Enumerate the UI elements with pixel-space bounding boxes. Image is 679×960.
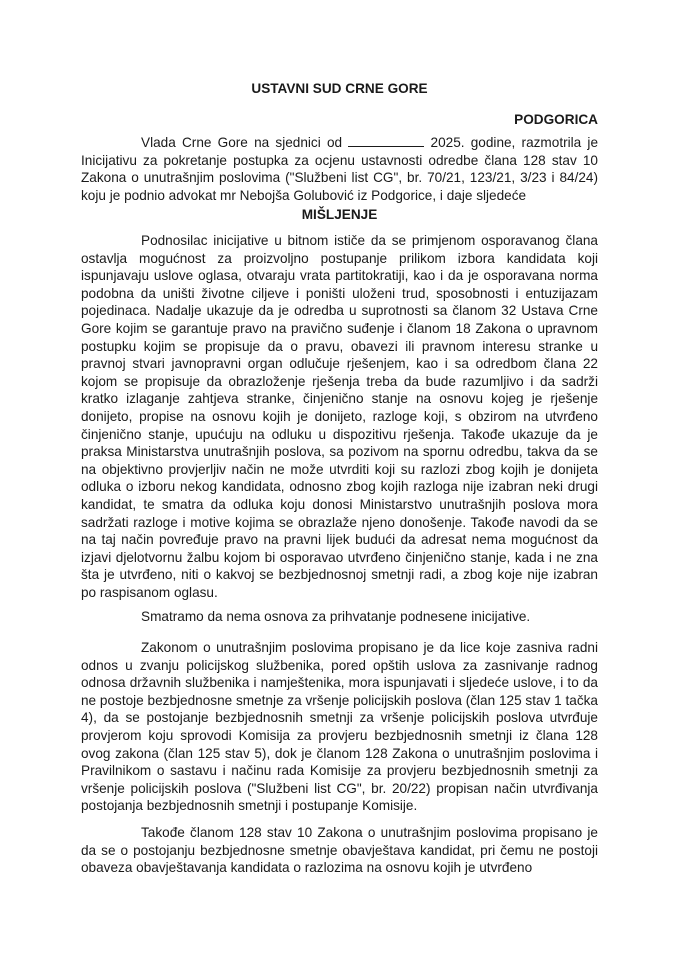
city-heading: PODGORICA bbox=[514, 112, 598, 127]
intro-part1: Vlada Crne Gore na sjednici od bbox=[141, 135, 343, 150]
court-heading: USTAVNI SUD CRNE GORE bbox=[251, 81, 428, 96]
intro-paragraph bbox=[81, 134, 598, 204]
date-blank bbox=[348, 134, 424, 147]
paragraph-law: Zakonom o unutrašnjim poslovima propisano je da lice koje zasniva radni odnos u zvanju policijskog službenika, pored opštih uslova za zasnivanje radnog odnosa državnih službenika i namještenika, mora ispunjavati i sljedeće uslove, i to da ne postoje bezbjednosne smetnje za vršenje policijskih poslova (član 125 stav 1 tačka 4), da se postojanje bezbjednosnih smetnji za vršenje policijskih poslova utvrđuje provjerom koju sprovodi Komisija za provjeru bezbjednosnih smetnji iz člana 128 ovog zakona (član 125 stav 5), dok je članom 128 Zakona o unutrašnjim poslovima i Pravilnikom o sastavu i načinu rada Komisije za provjeru bezbjednosnih smetnji za vršenje policijskih poslova ("Službeni list CG", br. 20/22) propisan način utvrđivanja postojanja bezbjednosnih smetnji i postupanje Komisije. bbox=[81, 640, 598, 814]
paragraph-article-128: Takođe članom 128 stav 10 Zakona o unutrašnjim poslovima propisano je da se o postojanju bezbjednosne smetnje obavještava kandidat, pri čemu ne postoji obaveza obavještavanja kandidata o razlozima na osnovu kojih je utvrđeno bbox=[81, 825, 598, 876]
opinion-title: MIŠLJENJE bbox=[301, 207, 378, 222]
intro-part2: 2025. godine, razmotrila je Inicijativu za pokretanje postupka za ocjenu ustavnosti odredbe člana 128 stav 10 Zakona o unutrašnjim poslovima ("Službeni list CG", br. 70/21, 123/21, 3/23 i 84/24) koju je podnio advokat mr Nebojša Golubović iz Podgorice, i daje sljedeće bbox=[81, 135, 599, 203]
paragraph-conclusion: Smatramo da nema osnova za prihvatanje podnesene inicijative. bbox=[141, 609, 531, 624]
paragraph-arguments: Podnosilac inicijative u bitnom ističe da se primjenom osporavanog člana ostavlja mogućnost za proizvoljno postupanje prilikom izbora kandidata koji ispunjavaju uslove oglasa, otvaraju vrata partitokratiji, kao i da je osporavana norma podobna da uništi životne ciljeve i poništi uloženi trud, sposobnosti i entuzijazam pojedinaca. Nadalje ukazuje da je odredba u suprotnosti sa članom 32 Ustava Crne Gore kojim se garantuje pravo na pravično suđenje i članom 18 Zakona o upravnom postupku kojim se propisuje da o pravu, obavezi ili pravnom interesu stranke u pravnoj stvari javnopravni organ odlučuje rješenjem, kao i sa odredbom člana 22 kojom se propisuje da obrazloženje rješenja treba da bude razumljivo i da sadrži kratko izlaganje zahtjeva stranke, činjenično stanje na osnovu kojeg je rješenje donijeto, propise na osnovu kojih je donijeto, razloge koji, s obzirom na utvrđeno činjenično stanje, upućuju na odluku u dispozitivu rješenja. Takođe ukazuje da je praksa Ministarstva unutrašnjih poslova, sa pozivom na spornu odredbu, takva da se na objektivno provjerljiv način ne može utvrditi koji su razlozi zbog kojih je donijeta odluka o izboru nekog kandidata, odnosno zbog kojih razloga nije izabran neki drugi kandidat, te smatra da odluka koju donosi Ministarstvo unutrašnjih poslova mora sadržati razloge i motive kojima se obrazlaže njeno donošenje. Takođe navodi da se na taj način povređuje pravo na pravni lijek budući da adresat nema mogućnost da izjavi djelotvornu žalbu kojom bi osporavao utvrđeno činjenično stanje, kada i ne zna šta je utvrđeno, niti o kakvoj se bezbjednosnoj smetnji radi, a zbog koje nije izabran po raspisanom oglasu. bbox=[81, 233, 598, 600]
